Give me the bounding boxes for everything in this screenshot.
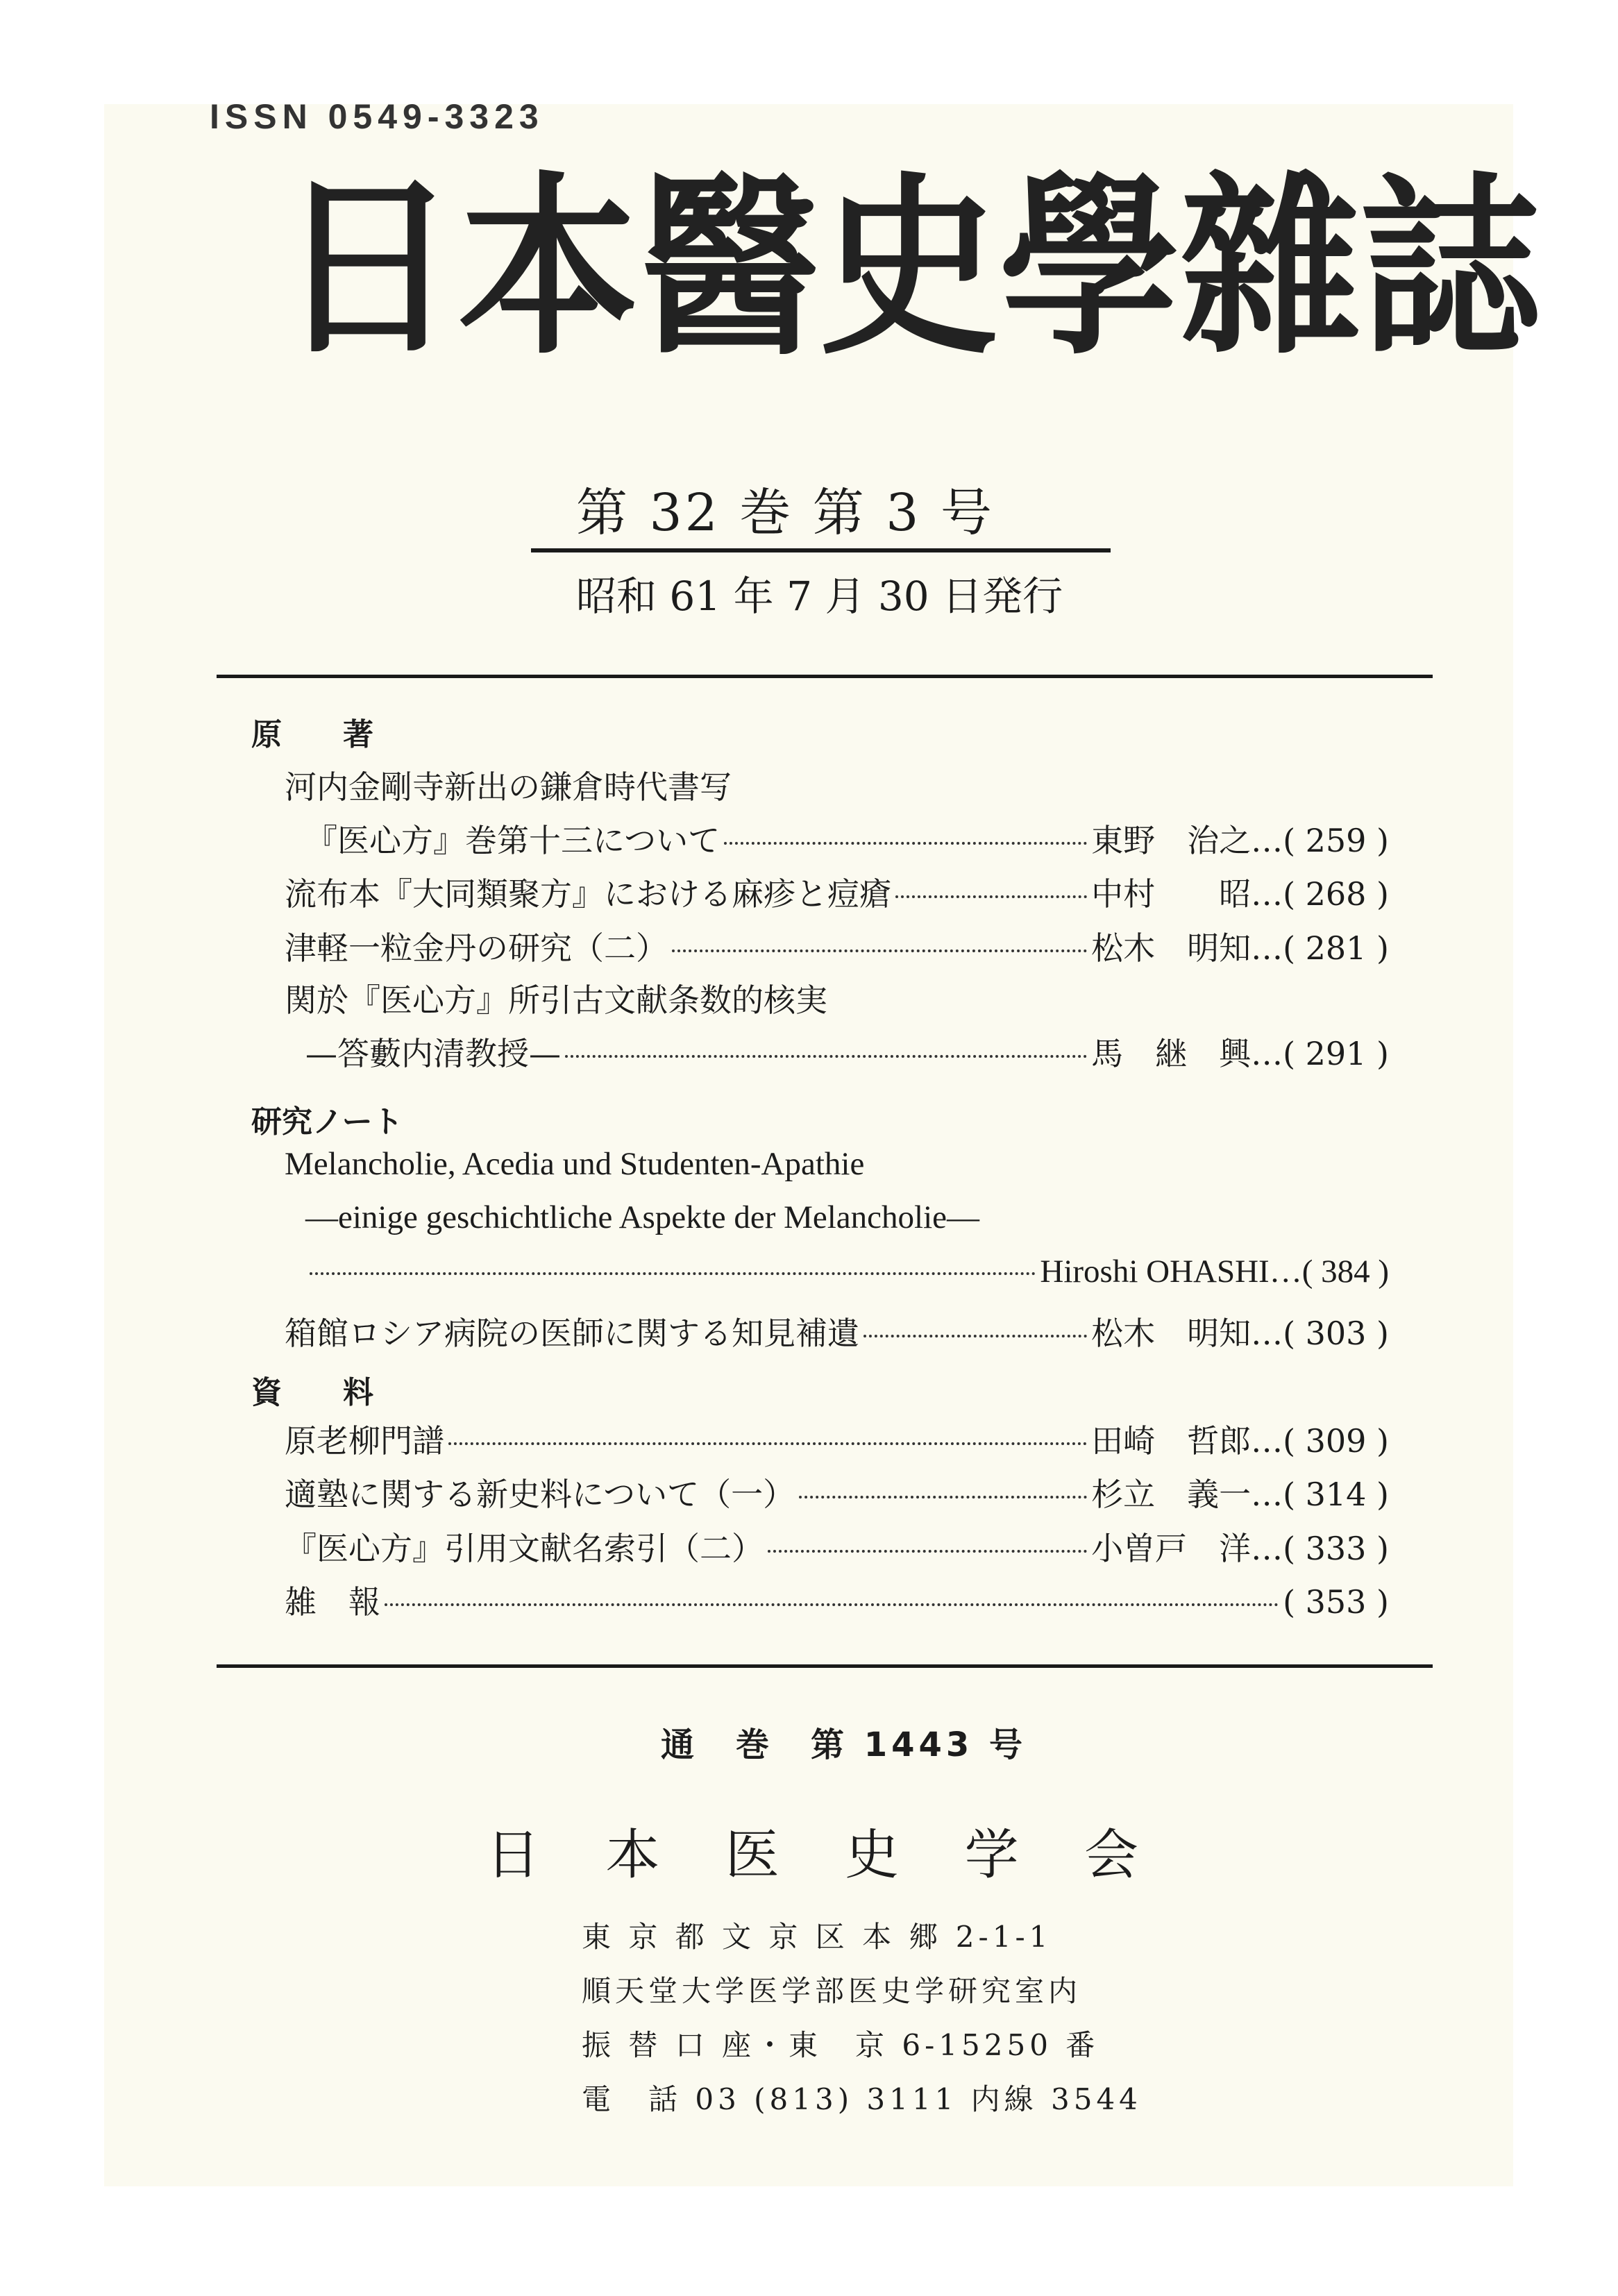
address-line: 東 京 都 文 京 区 本 郷 2-1-1 (582, 1920, 1052, 1954)
society-char: 本 (605, 1824, 660, 1886)
volume-number: 第 32 巻 第 3 号 (576, 483, 995, 543)
society-char: 医 (725, 1824, 779, 1886)
toc-entry-subtitle: —einige geschichtliche Aspekte der Melancholie— (305, 1199, 980, 1235)
toc-entry[interactable] (285, 923, 1389, 969)
toc-entry-title: 『医心方』巻第十三について (305, 822, 720, 859)
toc-entry[interactable] (305, 1253, 1389, 1290)
title-char: 醫 (639, 156, 819, 381)
total-issue-number: 通 巻 第 1443 号 (661, 1725, 1027, 1764)
toc-entry-page: …( 333 ) (1251, 1530, 1389, 1567)
toc-entry-page: …( 268 ) (1251, 875, 1389, 913)
dot-leader (385, 1603, 1279, 1606)
toc-entry-page: …( 314 ) (1251, 1476, 1389, 1513)
dot-leader (310, 1272, 1036, 1275)
issn-number (210, 89, 544, 114)
toc-entry-title: 原老柳門譜 (285, 1422, 444, 1460)
toc-entry[interactable] (285, 1469, 1389, 1515)
toc-entry-title: 適塾に関する新史料について（一） (285, 1476, 795, 1513)
journal-title (278, 156, 1541, 381)
dot-leader (768, 1550, 1087, 1553)
section-heading-original: 原 著 (251, 717, 373, 752)
society-char: 会 (1084, 1824, 1138, 1886)
toc-entry-page: …( 259 ) (1251, 822, 1389, 859)
publication-date: 昭和 61 年 7 月 30 日発行 (576, 573, 1063, 620)
toc-entry-author: 松木 明知 (1091, 929, 1252, 967)
toc-entry-page: ( 353 ) (1283, 1583, 1389, 1621)
volume-divider (531, 548, 1111, 552)
toc-entry-author: 田崎 哲郎 (1091, 1422, 1252, 1460)
toc-entry[interactable] (285, 1523, 1389, 1569)
toc-entry-author: 小曽戸 洋 (1091, 1530, 1252, 1567)
toc-entry[interactable] (305, 1029, 1389, 1074)
toc-entry[interactable] (285, 1308, 1389, 1354)
society-name (486, 1812, 1138, 1889)
dot-leader (895, 895, 1087, 898)
toc-entry-author: 馬 継 興 (1091, 1035, 1252, 1072)
address-line: 順天堂大学医学部医史学研究室内 (582, 1974, 1082, 2008)
toc-entry-page: …( 281 ) (1251, 929, 1389, 967)
dot-leader (863, 1335, 1087, 1337)
toc-entry-title: 流布本『大同類聚方』における麻疹と痘瘡 (285, 875, 891, 913)
section-heading-research-notes: 研究ノート (251, 1104, 403, 1140)
toc-entry-title: 津軽一粒金丹の研究（二） (285, 929, 668, 967)
toc-entry-author: Hiroshi OHASHI (1040, 1253, 1270, 1290)
toc-entry-title: 『医心方』引用文献名索引（二） (285, 1530, 764, 1567)
address-line: 振 替 口 座・東 京 6-15250 番 (582, 2028, 1099, 2062)
toc-entry-title: Melancholie, Acedia und Studenten-Apathie (285, 1146, 865, 1182)
dot-leader (799, 1496, 1087, 1499)
toc-entry-page: …( 291 ) (1251, 1035, 1389, 1072)
toc-entry[interactable] (285, 1416, 1389, 1462)
toc-entry[interactable] (285, 1577, 1389, 1623)
toc-entry-title: —答藪内清教授— (305, 1035, 561, 1072)
toc-entry-title: 雑 報 (285, 1583, 380, 1621)
address-line: 電 話 03 (813) 3111 内線 3544 (582, 2082, 1142, 2116)
toc-entry-author: 松木 明知 (1091, 1315, 1252, 1352)
society-char: 史 (845, 1824, 900, 1886)
toc-entry-page: …( 309 ) (1251, 1422, 1389, 1460)
section-heading-materials: 資 料 (251, 1375, 373, 1410)
title-char: 雜 (1180, 156, 1360, 381)
title-char: 誌 (1360, 156, 1541, 381)
toc-entry-author: 東野 治之 (1091, 822, 1252, 859)
dot-leader (672, 949, 1087, 952)
toc-entry-author: 杉立 義一 (1091, 1476, 1252, 1513)
title-char: 本 (458, 156, 639, 381)
title-char: 史 (819, 156, 1000, 381)
toc-entry-title: 河内金剛寺新出の鎌倉時代書写 (285, 768, 732, 806)
toc-top-rule (217, 675, 1433, 678)
dot-leader (724, 842, 1087, 845)
toc-entry-title: 関於『医心方』所引古文献条数的核実 (285, 981, 827, 1019)
toc-entry[interactable] (285, 869, 1389, 915)
toc-entry-page: …( 384 ) (1269, 1253, 1389, 1290)
toc-bottom-rule (217, 1664, 1433, 1668)
dot-leader (448, 1442, 1087, 1445)
toc-entry-page: …( 303 ) (1251, 1315, 1389, 1352)
society-char: 日 (486, 1824, 541, 1886)
title-char: 學 (1000, 156, 1180, 381)
society-char: 学 (964, 1824, 1019, 1886)
toc-entry-title: 箱館ロシア病院の医師に関する知見補遺 (285, 1315, 859, 1352)
dot-leader (565, 1055, 1087, 1058)
title-char: 日 (278, 156, 458, 381)
toc-entry[interactable] (305, 816, 1389, 861)
toc-entry-author: 中村 昭 (1091, 875, 1252, 913)
